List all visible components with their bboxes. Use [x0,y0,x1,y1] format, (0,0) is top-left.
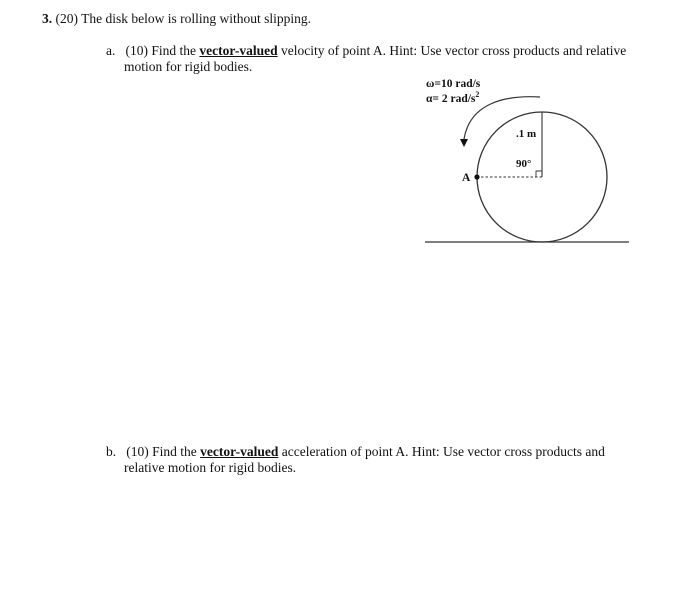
part-b-emphasis: vector-valued [200,444,279,459]
part-a-points: (10) [125,43,148,58]
part-b-pre: Find the [152,444,197,459]
part-a-prompt-line2: motion for rigid bodies. [124,59,253,74]
alpha-label [426,90,479,105]
part-b-points: (10) [126,444,149,459]
right-angle-mark [536,171,542,177]
angle-label: 90° [516,158,532,170]
part-b-prompt [106,444,605,460]
omega-label: ω=10 rad/s [426,78,481,90]
part-a-label: a. [106,43,116,58]
question-points: (20) [55,11,78,26]
part-b-post: acceleration of point A. Hint: Use vector cross products and [281,444,605,459]
rolling-disk-figure [410,75,640,255]
part-a-prompt [106,43,626,59]
question-number: 3. [42,11,53,26]
alpha-label-text: α= 2 rad/s [426,93,476,105]
part-a-emphasis: vector-valued [199,43,278,58]
part-b-prompt-line2: relative motion for rigid bodies. [124,460,297,475]
rotation-arrowhead [460,139,468,147]
point-a-label: A [462,172,471,184]
disk-diagram [410,75,640,250]
part-b-label: b. [106,444,117,459]
point-a-dot [474,174,479,179]
radius-label: .1 m [516,128,537,140]
question-statement [42,11,311,27]
part-a-pre: Find the [151,43,197,58]
part-a-post: velocity of point A. Hint: Use vector cross products and relative [281,43,627,58]
alpha-exponent: 2 [475,90,480,99]
question-text: The disk below is rolling without slipping. [81,11,312,26]
